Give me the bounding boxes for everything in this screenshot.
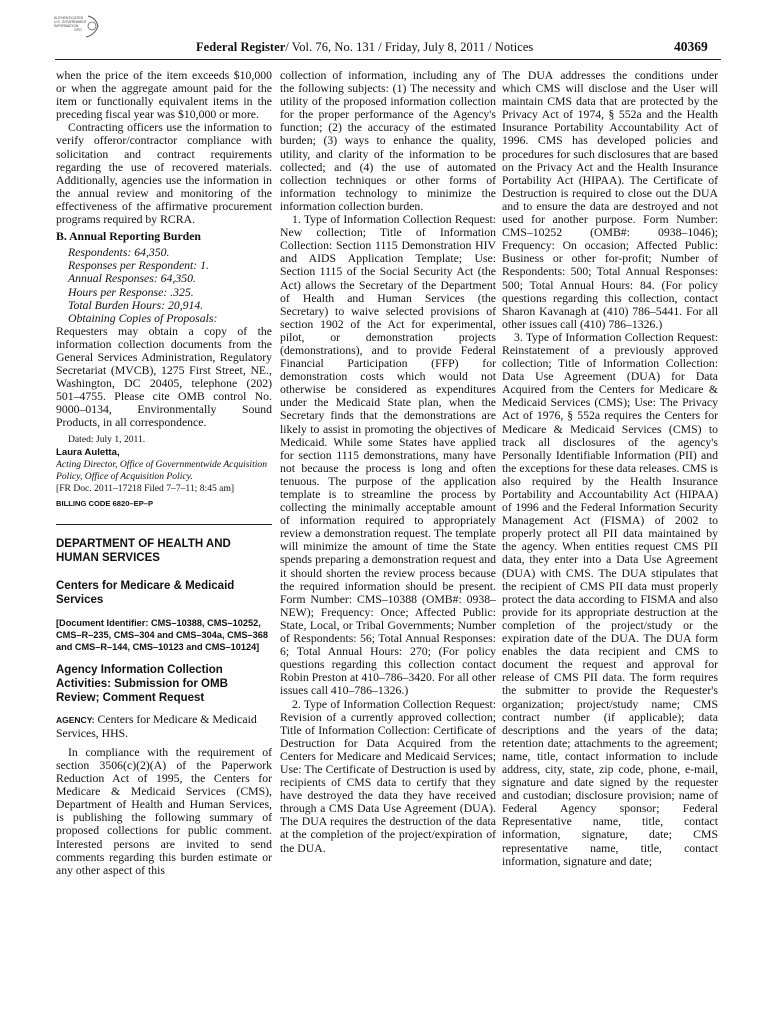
paragraph: In compliance with the requirement of section 3506(c)(2)(A) of the Paperwork Reduction Act of 1995, the Centers for Medicare & Medicaid Services (CMS), Department of Health and Human Services, is publishing the following summary of proposed collections for public comment. Interested persons are invited to send comments regarding this burden estimate or any other aspect of this [56, 745, 272, 877]
burden-line: Responses per Respondent: 1. [68, 259, 209, 273]
section-heading: B. Annual Reporting Burden [56, 230, 201, 244]
agency-line: AGENCY: Centers for Medicare & Medicaid Services, HHS. [56, 712, 257, 740]
seal-line: AUTHENTICATED [54, 16, 84, 20]
department-heading: DEPARTMENT OF HEALTH AND HUMAN SERVICES [56, 537, 231, 564]
document-identifier: [Document Identifier: CMS–10388, CMS–10252, CMS–R–235, CMS–304 and CMS–304a, CMS–368 and CMS–R–144, CMS–10123 and CMS–10124] [56, 617, 268, 652]
column-2 [280, 69, 496, 1019]
header-rule [55, 59, 721, 60]
signer-title: Acting Director, Office of Governmentwide Acquisition Policy, Office of Acquisition Policy. [56, 458, 268, 482]
collection-item-3: 3. Type of Information Collection Request: Reinstatement of a previously approved collection; Title of Information Collection: Data Use Agreement (DUA) for Data Acquired from the Centers for Medicare & Medicaid Services (CMS); Use: The Privacy Act of 1976, § 552a requires the Centers for Medicare & Medicaid Services (CMS) to track all disclosures of the agency's Personally Identifiable Information (PII) and the exceptions for these data releases. CMS is also required by the Health Insurance Portability and Accountability Act (HIPAA) of 1996 and the Federal Information Security Management Act (FISMA) of 2002 to properly protect all PII data maintained by the agency. When entities request CMS PII data, they enter into a Data Use Agreement (DUA) with CMS. The DUA stipulates that the recipient of CMS PII data must properly protect the data according to FISMA and also provide for its appropriate destruction at the completion of the project/study or the expiration date of the DUA. The DUA form enables the data recipient and CMS to document the request and approval for release of CMS PII data. The form requires the submitter to provide the Requester's organization; project/study name; CMS contract number (if applicable); data descriptions and the years of the data; retention date; attachments to the agreement; name, title, contact information to include address, city, state, zip code, phone, e-mail, signature and date signed by the requester and custodian; disclosure provision; name of Federal Agency sponsor; Federal Representative name, title, contact information, signature, date; CMS representative name, title, contact information, signature and date; [502, 330, 718, 868]
collection-item-1: 1. Type of Information Collection Request: New collection; Title of Information Collection: Section 1115 Demonstration HIV and AIDS Application Template; Use: Section 1115 of the Social Security Act (the Act) allows the Secretary of the Department of Health and Human Services (the Secretary) to waive selected provisions of section 1902 of the Act for experimental, pilot, or demonstration projects (demonstrations), and to provide Federal Financial Participation (FFP) for demonstration costs which would not otherwise be considered as expenditures under the Medicaid State plan, when the Secretary finds that the demonstrations are likely to assist in promoting the objectives of Medicaid. While some States have applied for section 1115 demonstrations, many have not because the process is long and often tenuous. The purpose of the application template is to streamline the process by collecting the minimally acceptable amount of information required to appropriately review a demonstration request. The template will minimize the amount of time the State spends preparing a demonstration request and it should shorten the review process because the required information should be present. Form Number: CMS–10388 (OMB#: 0938–NEW); Frequency: Once; Affected Public: State, Local, or Tribal Governments; Number of Respondents: 56; Total Annual Responses: 6; Total Annual Hours: 270; (For policy questions regarding this collection contact Robin Preston at 410–786–3420. For all other issues call 410–786–1326.) [280, 213, 496, 698]
burden-line: Annual Responses: 64,350. [68, 272, 196, 286]
obtaining-copies-label: Obtaining Copies of Proposals: [68, 311, 218, 325]
paragraph: The DUA addresses the conditions under which CMS will disclose and the User will maintain CMS data that are protected by the Privacy Act of 1974, § 552a and the Health Insurance Portability Accountability Act of 1996. CMS has developed policies and procedures for such disclosures that are based on the Privacy Act and the Health Insurance Portability Act (HIPAA). The Certificate of Destruction is required to close out the DUA and to ensure the data are destroyed and not used for another purpose. Form Number: CMS–10252 (OMB#: 0938–1046); Frequency: On occasion; Affected Public: Business or other for-profit; Number of Respondents: 500; Total Annual Responses: 500; Total Annual Hours: 84. (For policy questions regarding this collection, contact Sharon Kavanagh at (410) 786–5441. For all other issues call (410) 786–1326.) [502, 69, 718, 331]
column-1 [56, 69, 272, 1019]
seal-line: INFORMATION [54, 24, 79, 28]
notice-title: Agency Information Collection Activities: Submission for OMB Review; Comment Request [56, 663, 228, 704]
paragraph: collection of information, including any of the following subjects: (1) The necessity and utility of the proposed information collection for the proper performance of the Agency's function; (2) the accuracy of the estimated burden; (3) ways to enhance the quality, utility, and clarity of the information to be collected; and (4) the use of automated collection techniques or other forms of information technology to minimize the information collection burden. [280, 69, 496, 213]
burden-line: Hours per Response: .325. [68, 285, 194, 299]
dated-line: Dated: July 1, 2011. [68, 433, 146, 445]
burden-line: Respondents: 64,350. [68, 246, 170, 260]
seal-line: U.S. GOVERNMENT [54, 20, 87, 24]
agency-heading: Centers for Medicare & Medicaid Services [56, 579, 235, 606]
issue-details: / Vol. 76, No. 131 / Friday, July 8, 2011 / Notices [285, 40, 534, 54]
page-number: 40369 [674, 39, 708, 54]
running-header [0, 40, 770, 60]
paragraph: when the price of the item exceeds $10,000 or when the aggregate amount paid for the item or functionally equivalent items in the preceding fiscal year was $10,000 or more. [56, 69, 272, 122]
fr-doc-line: [FR Doc. 2011–17218 Filed 7–7–11; 8:45 am] [56, 482, 235, 494]
signer-name: Laura Auletta, [56, 446, 120, 458]
column-3 [502, 69, 718, 1019]
paragraph: Requesters may obtain a copy of the information collection documents from the General Services Administration, Regulatory Secretariat (MVCB), 1275 First Street, NE., Washington, DC 20405, telephone (202) 501–4755. Please cite OMB control No. 9000–0134, Environmentally Sound Products, in all correspondence. [56, 324, 272, 430]
section-divider [56, 524, 272, 525]
publication-name: Federal Register [196, 40, 286, 54]
running-head [196, 40, 533, 55]
burden-line: Total Burden Hours: 20,914. [68, 298, 204, 312]
seal-line: GPO [74, 28, 82, 32]
paragraph: Contracting officers use the information to verify offeror/contractor compliance with solicitation and contract requirements regarding the use of recovered materials. Additionally, agencies use the information in the annual review and monitoring of the effectiveness of the affirmative procurement programs required by RCRA. [56, 121, 272, 227]
collection-item-2: 2. Type of Information Collection Request: Revision of a currently approved collection; Title of Information Collection: Certificate of Destruction for Data Acquired from the Centers for Medicare and Medicaid Services; Use: The Certificate of Destruction is used by recipients of CMS data to certify that they have destroyed the data they have received through a CMS Data Use Agreement (DUA). The DUA requires the destruction of the data at the completion of the project/expiration of the DUA. [280, 697, 496, 855]
billing-code: BILLING CODE 6820–EP–P [56, 498, 154, 508]
